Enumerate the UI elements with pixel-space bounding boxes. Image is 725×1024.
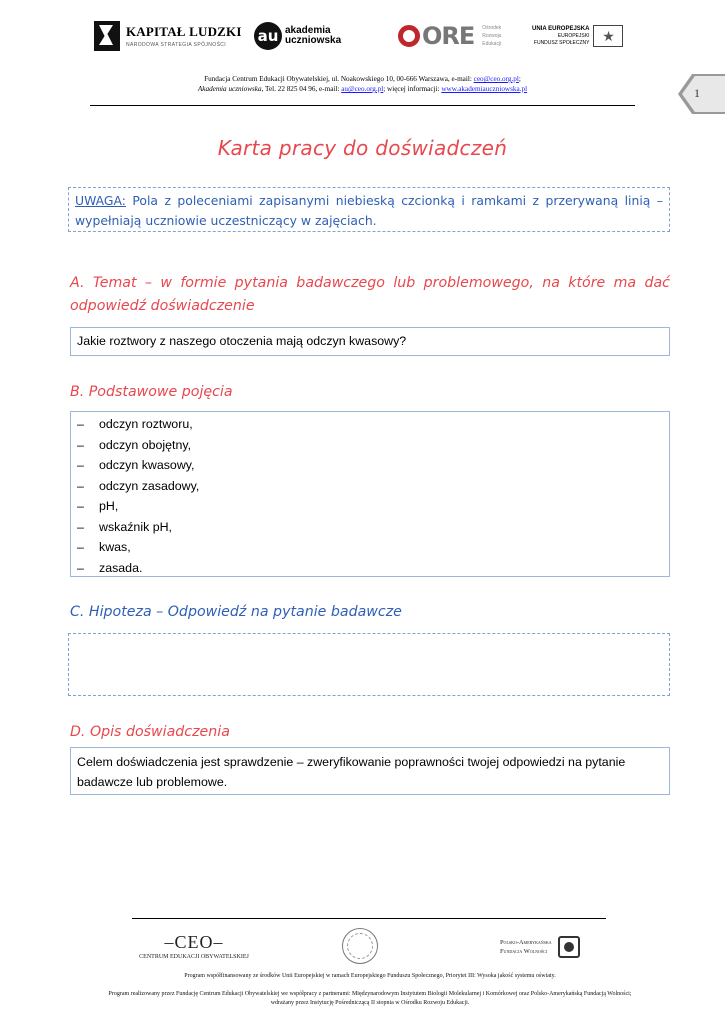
pafw-logo xyxy=(500,936,580,958)
akademia-line1: akademia xyxy=(285,25,331,36)
eu-line2: EUROPEJSKI xyxy=(557,32,590,39)
address-line-1 xyxy=(90,74,635,84)
list-item-text: zasada. xyxy=(99,560,143,575)
hypothesis-answer-field[interactable] xyxy=(68,633,670,696)
section-a-content: Jakie roztwory z naszego otoczenia mają odczyn kwasowy? xyxy=(77,334,407,348)
pafw-line2: Fundacja Wolności xyxy=(500,948,548,955)
list-item-text: pH, xyxy=(99,499,119,514)
section-d-heading: D. Opis doświadczenia xyxy=(70,724,230,740)
list-bullet: – xyxy=(77,540,84,555)
document-title: Karta pracy do doświadczeń xyxy=(217,136,508,160)
section-b-heading: B. Podstawowe pojęcia xyxy=(70,384,233,400)
header-divider xyxy=(90,105,635,106)
list-bullet: – xyxy=(77,560,84,575)
eu-logo xyxy=(532,14,623,58)
pafw-line1: Polsko-Amerykańska xyxy=(500,939,552,946)
note-text: Pola z poleceniami zapisanymi niebieską czcionką i ramkami z przerywaną linią – wypełniają uczniowie uczestniczący w zajęciach. xyxy=(75,193,663,228)
kapital-ludzki-name: KAPITAŁ LUDZKI xyxy=(126,24,242,39)
section-d-box xyxy=(70,747,670,795)
list-item xyxy=(77,517,663,538)
list-item xyxy=(77,455,663,476)
list-item xyxy=(77,476,663,497)
section-a-heading: A. Temat – w formie pytania badawczego lub problemowego, na które ma dać odpowiedź doświadczenie xyxy=(70,275,670,314)
pafw-emblem-icon xyxy=(558,936,580,958)
footer-partners-line2: wdrażany przez Instytucję Pośredniczącą II stopnia w Ośrodku Rozwoju Edukacji. xyxy=(270,1000,470,1006)
note-label: UWAGA: xyxy=(75,193,126,208)
eu-line1: UNIA EUROPEJSKA xyxy=(532,25,590,32)
list-item xyxy=(77,435,663,456)
ceo-logo xyxy=(134,932,254,960)
note-box xyxy=(68,187,670,232)
ore-emblem-icon xyxy=(398,22,474,50)
page-number: 1 xyxy=(694,86,700,100)
ore-logo xyxy=(398,14,501,58)
section-a-box xyxy=(70,327,670,356)
email-link-au[interactable]: au@ceo.org.pl xyxy=(341,85,384,93)
website-link[interactable]: www.akademiauczniowska.pl xyxy=(441,85,528,93)
list-bullet: – xyxy=(77,478,84,493)
footer-partners-text xyxy=(70,990,670,1008)
section-d-content: Celem doświadczenia jest sprawdzenie – zweryfikowanie poprawności twojej odpowiedzi na pytanie badawcze lub problemowe. xyxy=(77,755,626,789)
kapital-ludzki-subtitle: NARODOWA STRATEGIA SPÓJNOŚCI xyxy=(126,42,227,48)
address-text-1-end: ; xyxy=(518,75,521,83)
page-number-tab xyxy=(678,74,725,114)
list-bullet: – xyxy=(77,458,84,473)
list-bullet: – xyxy=(77,417,84,432)
list-item-text: odczyn roztworu, xyxy=(99,417,193,432)
ore-mark-text: ORE xyxy=(422,22,475,50)
au-emblem-icon: au xyxy=(254,22,282,50)
list-item-text: odczyn zasadowy, xyxy=(99,478,200,493)
list-item xyxy=(77,537,663,558)
list-item xyxy=(77,496,663,517)
akademia-line2: uczniowska xyxy=(285,35,342,46)
ore-sub3: Edukacji xyxy=(482,41,502,47)
address-more: ; więcej informacji: xyxy=(383,85,442,93)
eu-line3: FUNDUSZ SPOŁECZNY xyxy=(533,39,590,46)
ore-sub2: Rozwoju xyxy=(482,33,502,39)
address-line-2 xyxy=(90,84,635,94)
kapital-ludzki-emblem-icon xyxy=(94,21,120,51)
eu-flag-icon: ★ xyxy=(593,25,623,47)
list-item-text: odczyn kwasowy, xyxy=(99,458,195,473)
list-item-text: odczyn obojętny, xyxy=(99,437,192,452)
address-phone: , Tel. 22 825 04 96, e-mail: xyxy=(261,85,342,93)
email-link-ceo[interactable]: ceo@ceo.org.pl xyxy=(473,75,519,83)
footer-divider xyxy=(132,918,606,919)
address-akademia: Akademia uczniowska xyxy=(197,85,262,93)
footer-funding-text: Program współfinansowany ze środków Unii Europejskiej w ramach Europejskiego Funduszu Społecznego, Priorytet III: Wysoka jakość systemu oświaty. xyxy=(184,973,556,979)
akademia-uczniowska-logo xyxy=(254,14,341,58)
section-b-box xyxy=(70,411,670,577)
ore-sub1: Ośrodek xyxy=(482,25,502,31)
iimcb-seal-icon xyxy=(342,928,378,964)
list-item-text: kwas, xyxy=(99,540,131,555)
ceo-mark: –CEO– xyxy=(164,932,224,952)
list-bullet: – xyxy=(77,499,84,514)
footer-partners-line1: Program realizowany przez Fundację Centrum Edukacji Obywatelskiej we współpracy z partnerami: Międzynarodowym Instytutem Biologii Molekularnej i Komórkowej oraz Polsko-Amerykańską Fundacją Wolności; xyxy=(108,991,632,997)
list-item xyxy=(77,414,663,435)
kapital-ludzki-logo xyxy=(94,14,242,58)
header-logos xyxy=(0,14,725,60)
list-item xyxy=(77,558,663,579)
ceo-name: CENTRUM EDUKACJI OBYWATELSKIEJ xyxy=(139,954,249,960)
address-text-1: Fundacja Centrum Edukacji Obywatelskiej, ul. Noakowskiego 10, 00-666 Warszawa, e-mail: xyxy=(204,75,474,83)
list-bullet: – xyxy=(77,519,84,534)
list-item-text: wskaźnik pH, xyxy=(99,519,172,534)
section-c-heading: C. Hipoteza – Odpowiedź na pytanie badawcze xyxy=(70,604,402,620)
list-bullet: – xyxy=(77,437,84,452)
header-address xyxy=(90,74,635,94)
